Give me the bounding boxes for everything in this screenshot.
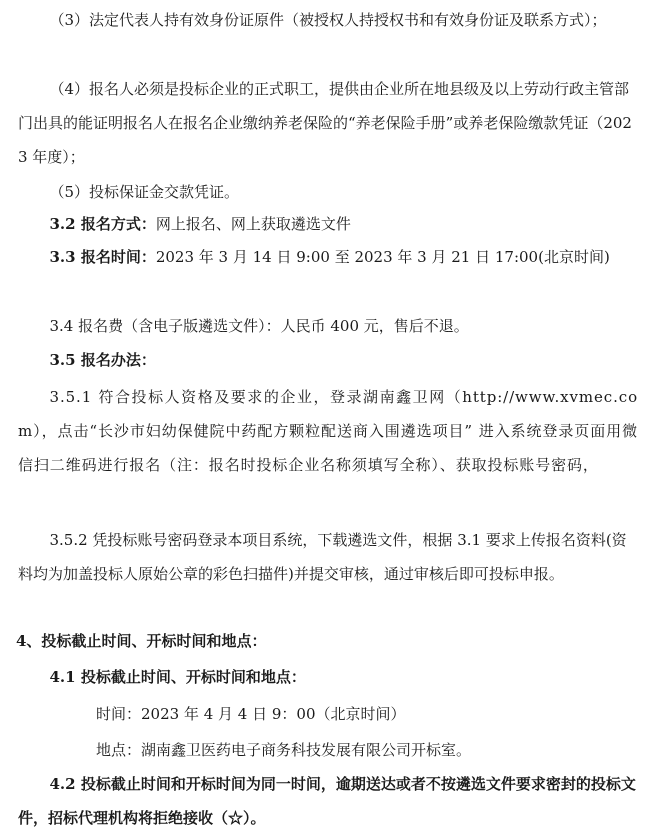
section-4-2-text: 4.2 投标截止时间和开标时间为同一时间，逾期送达或者不按遴选文件要求密封的投标文件，招标代理机构将拒绝接收（☆）。 [18, 775, 636, 827]
section-3-3-label: 3.3 报名时间： [49, 248, 156, 266]
section-3-2-label: 3.2 报名方式： [49, 215, 156, 233]
paragraph-item-4 [18, 72, 638, 174]
section-3-2-text: 网上报名、网上获取遴选文件 [155, 215, 351, 233]
paragraph-item-5 [18, 175, 638, 209]
section-3-4 [18, 309, 638, 343]
section-3-2 [18, 207, 638, 241]
section-4-1-place-text: 地点：湖南鑫卫医药电子商务科技发展有限公司开标室。 [96, 741, 472, 759]
section-3-3 [18, 240, 638, 274]
paragraph-item-3 [18, 3, 638, 37]
section-4-1-time-text: 时间：2023 年 4 月 4 日 9：00（北京时间） [96, 705, 406, 723]
section-3-3-text: 2023 年 3 月 14 日 9:00 至 2023 年 3 月 21 日 17:00(北京时间) [155, 248, 610, 266]
section-4-2 [18, 767, 638, 835]
paragraph-item-3-text: （3）法定代表人持有效身份证原件（被授权人持授权书和有效身份证及联系方式）； [49, 11, 607, 29]
section-4-1-place [96, 733, 636, 767]
paragraph-item-5-text: （5）投标保证金交款凭证。 [49, 183, 240, 201]
section-4-heading [16, 624, 642, 658]
section-3-5-2 [18, 523, 638, 591]
section-3-5-1-text: 3.5.1 符合投标人资格及要求的企业，登录湖南鑫卫网（http://www.xvmec.com），点击“长沙市妇幼保健院中药配方颗粒配送商入围遴选项目” 进入系统登录页面用微信扫二维码进行报名（注：报名时投标企业名称须填写全称）、获取投标账号密码， [18, 388, 638, 474]
section-4-1-time [96, 697, 636, 731]
section-3-5-heading [18, 343, 638, 377]
section-4-1-label: 4.1 投标截止时间、开标时间和地点： [49, 668, 306, 686]
section-3-5-2-text: 3.5.2 凭投标账号密码登录本项目系统，下载遴选文件，根据 3.1 要求上传报名资料(资料均为加盖投标人原始公章的彩色扫描件)并提交审核，通过审核后即可投标申报。 [18, 531, 627, 583]
section-4-heading-text: 4、投标截止时间、开标时间和地点： [16, 632, 267, 650]
section-4-1-heading [18, 660, 638, 694]
section-3-5-1 [18, 380, 638, 482]
section-3-5-label: 3.5 报名办法： [49, 351, 156, 369]
paragraph-item-4-text: （4）报名人必须是投标企业的正式职工，提供由企业所在地县级及以上劳动行政主管部门出具的能证明报名人在报名企业缴纳养老保险的“养老保险手册”或养老保险缴款凭证（2023 年度）； [18, 80, 632, 166]
section-3-4-text: 3.4 报名费（含电子版遴选文件）：人民币 400 元，售后不退。 [49, 317, 469, 335]
